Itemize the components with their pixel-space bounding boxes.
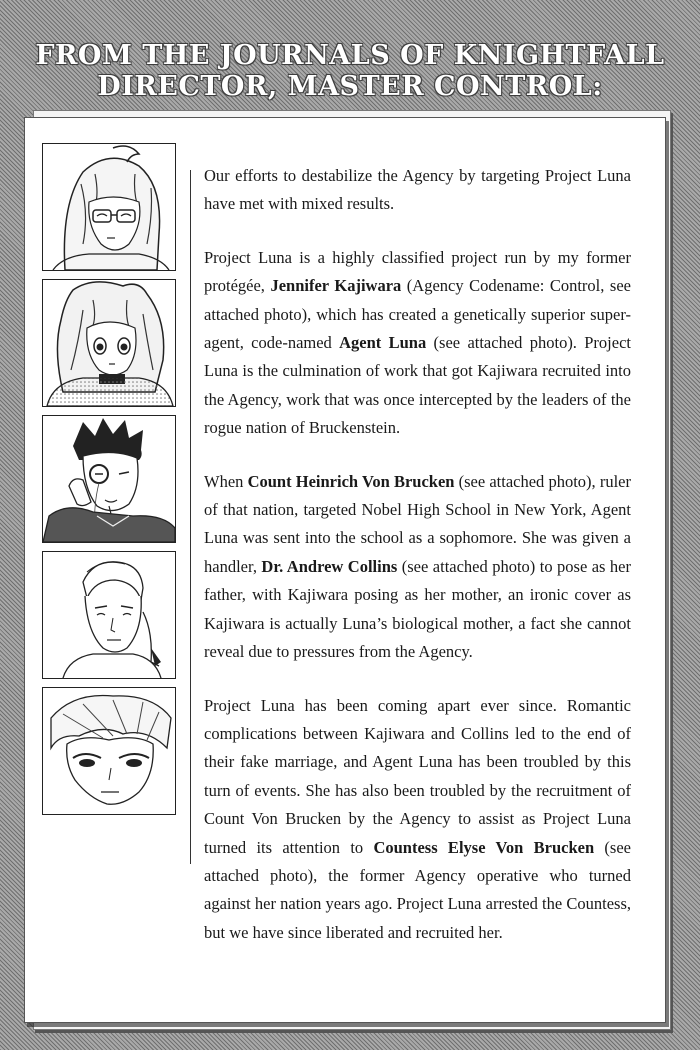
photo-countess-elyse-von-brucken bbox=[42, 687, 176, 815]
name-jennifer-kajiwara: Jennifer Kajiwara bbox=[270, 276, 402, 296]
paragraph-2 bbox=[204, 244, 631, 443]
name-dr-andrew-collins: Dr. Andrew Collins bbox=[261, 556, 398, 576]
name-countess-elyse-von-brucken: Countess Elyse Von Brucken bbox=[373, 837, 595, 857]
photo-jennifer-kajiwara bbox=[42, 143, 176, 271]
journal-body bbox=[204, 162, 631, 972]
portrait-countess-image bbox=[43, 688, 175, 814]
header-line-1: FROM THE JOURNALS OF KNIGHTFALL bbox=[35, 40, 665, 71]
photo-dr-andrew-collins bbox=[42, 551, 176, 679]
page-header bbox=[0, 40, 700, 102]
attached-photos bbox=[42, 143, 176, 823]
header-line-2: DIRECTOR, MASTER CONTROL: bbox=[97, 71, 603, 102]
portrait-monocle-man-image bbox=[43, 416, 175, 542]
p2-text-1: Project Luna is a highly classified project run by my former protégée, bbox=[204, 247, 631, 296]
photo-count-heinrich-von-brucken bbox=[42, 415, 176, 543]
paragraph-3 bbox=[204, 468, 631, 667]
name-count-heinrich-von-brucken: Count Heinrich Von Brucken bbox=[247, 471, 455, 491]
paragraph-4 bbox=[204, 692, 631, 948]
portrait-glasses-woman-image bbox=[43, 144, 175, 270]
journal-sheet bbox=[24, 117, 666, 1023]
p1-text: Our efforts to destabilize the Agency by targeting Project Luna have met with mixed results. bbox=[204, 166, 631, 214]
p2-text-3: (see attached photo). Project Luna is the culmination of work that got Kajiwara recruited into the Agency, work that was once intercepted by the leaders of the rogue nation of Bruckenstein. bbox=[204, 333, 631, 438]
photo-agent-luna bbox=[42, 279, 176, 407]
portrait-collins-image bbox=[43, 552, 175, 678]
p4-text-2: (see attached photo), the former Agency operative who turned against her nation years ago. Project Luna arrested the Countess, but we have since liberated and recruited her. bbox=[204, 837, 631, 942]
p3-text-3: (see attached photo) to pose as her father, with Kajiwara posing as her mother, an ironic cover as Kajiwara is actually Luna’s biological mother, a fact she cannot reveal due to pressures from the Agency. bbox=[204, 556, 631, 662]
column-divider bbox=[190, 170, 191, 864]
name-agent-luna: Agent Luna bbox=[339, 333, 427, 353]
p4-text-1: Project Luna has been coming apart ever since. Romantic complications between Kajiwara and Collins led to the end of their fake marriage, and Agent Luna has been troubled by this turn of events. She has also been troubled by the recruitment of Count Von Brucken by the Agency to assist as Project Luna turned its attention to bbox=[204, 695, 631, 857]
paragraph-1 bbox=[204, 162, 631, 219]
p2-text-2: (Agency Codename: Control, see attached photo), which has created a genetically superior super-agent, code-named bbox=[204, 276, 631, 353]
portrait-luna-image bbox=[43, 280, 175, 406]
p3-text-2: (see attached photo), ruler of that nation, targeted Nobel High School in New York, Agent Luna was sent into the school as a sophomore. She was given a handler, bbox=[204, 471, 631, 576]
p3-text-1: When bbox=[204, 471, 248, 491]
